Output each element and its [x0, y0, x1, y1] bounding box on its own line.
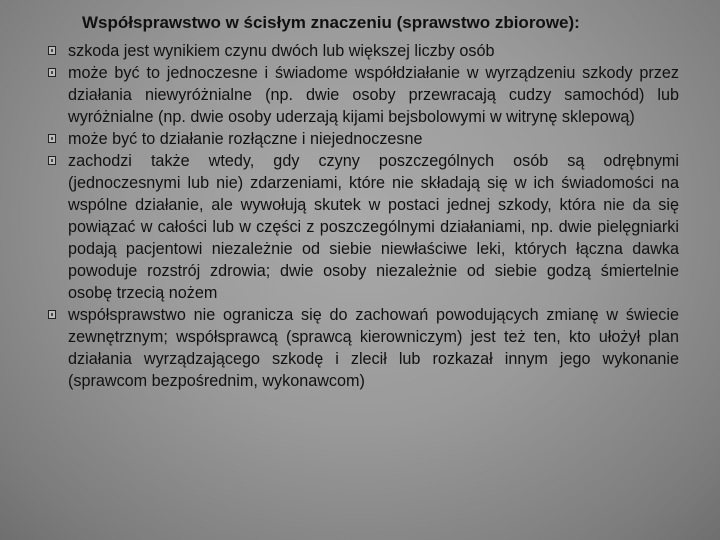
- bullet-item: [52, 128, 679, 150]
- bullet-item: [52, 150, 679, 304]
- bullet-marker-icon: [48, 156, 56, 165]
- bullet-marker-icon: [48, 310, 56, 319]
- bullet-text: może być to działanie rozłączne i niejednoczesne: [68, 130, 423, 148]
- slide-title: Współsprawstwo w ścisłym znaczeniu (sprawstwo zbiorowe):: [82, 13, 580, 32]
- bullet-marker-icon: [48, 46, 56, 55]
- bullet-text: szkoda jest wynikiem czynu dwóch lub większej liczby osób: [68, 42, 495, 60]
- bullet-list: [52, 40, 679, 392]
- bullet-item: [52, 40, 679, 62]
- bullet-marker-icon: [48, 68, 56, 77]
- bullet-text: zachodzi także wtedy, gdy czyny poszczególnych osób są odrębnymi (jednoczesnymi lub nie) zdarzeniami, które nie składają się w ich świadomości na wspólne działanie, ale wywołują skutek w postaci jednej szkody, która nie da się powiązać w całości lub w części z poszczególnymi działaniami, np. dwie pielęgniarki podają pacjentowi niezależnie od siebie niewłaściwe leki, których łączna dawka powoduje rozstrój zdrowia; dwie osoby niezależnie od siebie godzą śmiertelnie osobę trzecią nożem: [68, 152, 679, 302]
- bullet-text: współsprawstwo nie ogranicza się do zachowań powodujących zmianę w świecie zewnętrznym; współsprawcą (sprawcą kierowniczym) jest też ten, kto ułożył plan działania wyrządzającego szkodę i zlecił lub rozkazał innym jego wykonanie (sprawcom bezpośrednim, wykonawcom): [68, 306, 679, 390]
- bullet-item: [52, 62, 679, 128]
- bullet-text: może być to jednoczesne i świadome współdziałanie w wyrządzeniu szkody przez działania niewyróżnialne (np. dwie osoby przewracają cudzy samochód) lub wyróżnialne (np. dwie osoby uderzają kijami bejsbolowymi w witrynę sklepową): [68, 64, 679, 126]
- bullet-item: [52, 304, 679, 392]
- bullet-marker-icon: [48, 134, 56, 143]
